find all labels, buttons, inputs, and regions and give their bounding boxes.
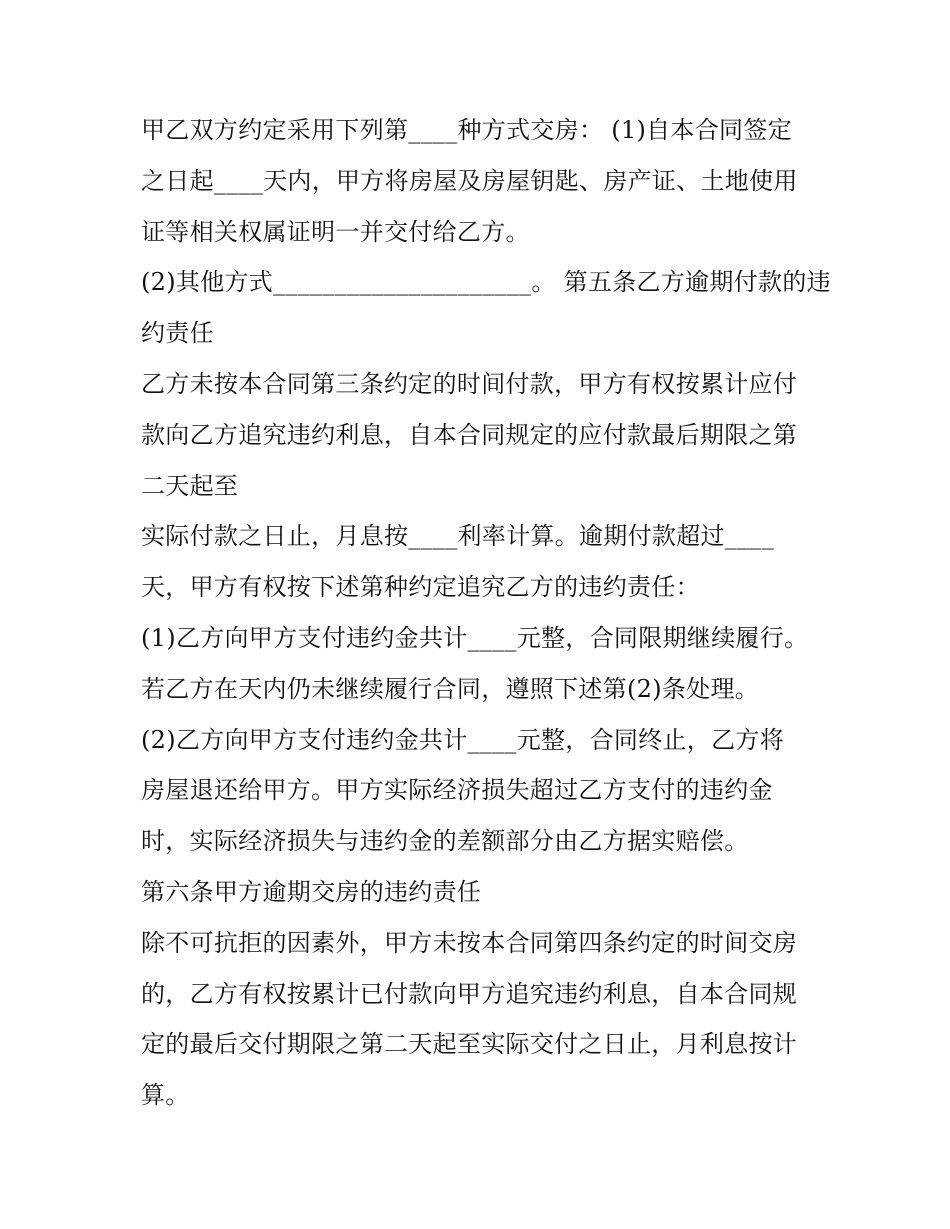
text-line: 定的最后交付期限之第二天起至实际交付之日止，月利息按计 (141, 1030, 798, 1059)
text-line: 之日起____天内，甲方将房屋及房屋钥匙、房产证、土地使用 (141, 166, 798, 195)
document-body (141, 105, 831, 1121)
text-line: 时，实际经济损失与违约金的差额部分由乙方据实赔偿。 (141, 827, 749, 856)
text-line: 二天起至 (141, 471, 239, 500)
text-line: 若乙方在天内仍未继续履行合同，遵照下述第(2)条处理。 (141, 674, 760, 703)
text-line: 证等相关权属证明一并交付给乙方。 (141, 217, 530, 246)
section-heading: 第六条甲方逾期交房的违约责任 (141, 877, 482, 906)
text-line: 约责任 (141, 319, 214, 348)
text-line: (2)乙方向甲方支付违约金共计____元整，合同终止，乙方将 (141, 725, 784, 754)
text-line: (1)乙方向甲方支付违约金共计____元整，合同限期继续履行。 (141, 623, 809, 652)
text-line: 房屋退还给甲方。甲方实际经济损失超过乙方支付的违约金 (141, 776, 773, 805)
text-line: 实际付款之日止，月息按____利率计算。逾期付款超过____ (141, 522, 774, 551)
text-line: 款向乙方追究违约利息，自本合同规定的应付款最后期限之第 (141, 420, 798, 449)
text-line: (2)其他方式_____________________。 第五条乙方逾期付款的违 (141, 268, 831, 297)
text-line: 算。 (141, 1081, 190, 1110)
text-line: 甲乙双方约定采用下列第____种方式交房： (1)自本合同签定 (141, 116, 792, 144)
text-line: 的，乙方有权按累计已付款向甲方追究违约利息，自本合同规 (141, 979, 798, 1008)
text-line: 天，甲方有权按下述第种约定追究乙方的违约责任： (141, 573, 700, 602)
text-line: 乙方未按本合同第三条约定的时间付款，甲方有权按累计应付 (141, 369, 798, 398)
text-line: 除不可抗拒的因素外，甲方未按本合同第四条约定的时间交房 (141, 928, 798, 957)
